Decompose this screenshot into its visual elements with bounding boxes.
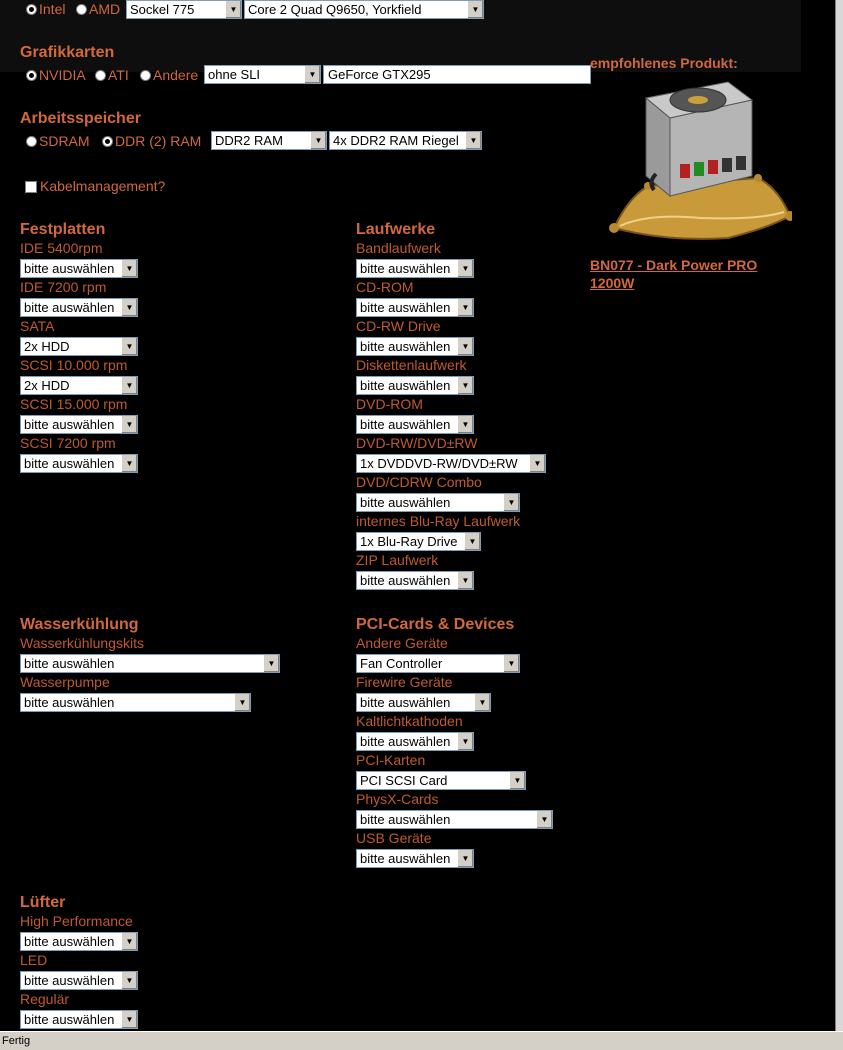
cpu-model-select-value: Core 2 Quad Q9650, Yorkfield bbox=[248, 2, 422, 17]
radio-ati-label: ATI bbox=[108, 67, 129, 83]
chevron-down-icon: ▼ bbox=[536, 811, 552, 828]
pci-select[interactable] bbox=[356, 732, 474, 751]
festplatten-select-value: bitte auswählen bbox=[24, 300, 115, 315]
laufwerke-select[interactable] bbox=[356, 415, 474, 434]
kabel-label: Kabelmanagement? bbox=[40, 178, 166, 194]
chevron-down-icon: ▼ bbox=[457, 377, 473, 394]
radio-andere[interactable] bbox=[140, 70, 151, 81]
laufwerke-label: Diskettenlaufwerk bbox=[356, 357, 467, 373]
luefter-select[interactable] bbox=[20, 1010, 138, 1029]
radio-nvidia[interactable] bbox=[26, 70, 37, 81]
scrollbar[interactable] bbox=[835, 0, 843, 1031]
pci-label: Firewire Geräte bbox=[356, 674, 453, 690]
kabel-checkbox[interactable] bbox=[25, 181, 37, 193]
pci-select-value: PCI SCSI Card bbox=[360, 773, 448, 788]
laufwerke-label: DVD-RW/DVD±RW bbox=[356, 435, 478, 451]
chevron-down-icon: ▼ bbox=[121, 972, 137, 989]
socket-select-value: Sockel 775 bbox=[130, 2, 195, 17]
laufwerke-label: ZIP Laufwerk bbox=[356, 552, 439, 568]
ram-count-select[interactable] bbox=[329, 131, 482, 150]
chevron-down-icon: ▼ bbox=[121, 260, 137, 277]
chevron-down-icon: ▼ bbox=[263, 655, 279, 672]
laufwerke-select-value: 1x Blu-Ray Drive bbox=[360, 534, 458, 549]
radio-andere-label: Andere bbox=[153, 67, 199, 83]
radio-amd-label: AMD bbox=[89, 1, 121, 17]
festplatten-label: SATA bbox=[20, 318, 55, 334]
sli-select-value: ohne SLI bbox=[208, 67, 261, 82]
chevron-down-icon: ▼ bbox=[121, 299, 137, 316]
chevron-down-icon: ▼ bbox=[457, 572, 473, 589]
pci-select[interactable] bbox=[356, 849, 474, 868]
pci-select-value: bitte auswählen bbox=[360, 695, 451, 710]
festplatten-select[interactable] bbox=[20, 415, 138, 434]
wasser-label: Wasserpumpe bbox=[20, 674, 110, 690]
festplatten-select[interactable] bbox=[20, 337, 138, 356]
luefter-select[interactable] bbox=[20, 971, 138, 990]
pci-label: Andere Geräte bbox=[356, 635, 448, 651]
chevron-down-icon: ▼ bbox=[509, 772, 525, 789]
luefter-select-value: bitte auswählen bbox=[24, 1012, 115, 1027]
festplatten-select[interactable] bbox=[20, 259, 138, 278]
festplatten-select-value: 2x HDD bbox=[24, 339, 70, 354]
pci-select[interactable] bbox=[356, 771, 526, 790]
laufwerke-select-value: 1x DVDDVD-RW/DVD±RW bbox=[360, 456, 518, 471]
pci-label: PhysX-Cards bbox=[356, 791, 439, 807]
pci-heading: PCI-Cards & Devices bbox=[356, 616, 515, 633]
cpu-model-select[interactable] bbox=[244, 0, 484, 19]
chevron-down-icon: ▼ bbox=[464, 533, 480, 550]
chevron-down-icon: ▼ bbox=[121, 338, 137, 355]
ram-count-select-value: 4x DDR2 RAM Riegel bbox=[333, 133, 459, 148]
laufwerke-label: DVD/CDRW Combo bbox=[356, 474, 482, 490]
pci-select[interactable] bbox=[356, 654, 520, 673]
festplatten-select-value: bitte auswählen bbox=[24, 261, 115, 276]
chevron-down-icon: ▼ bbox=[310, 132, 326, 149]
laufwerke-select[interactable] bbox=[356, 454, 546, 473]
chevron-down-icon: ▼ bbox=[503, 655, 519, 672]
luefter-label: LED bbox=[20, 952, 48, 968]
luefter-select-value: bitte auswählen bbox=[24, 934, 115, 949]
laufwerke-label: CD-ROM bbox=[356, 279, 414, 295]
chevron-down-icon: ▼ bbox=[457, 260, 473, 277]
wasser-select[interactable] bbox=[20, 654, 280, 673]
festplatten-select[interactable] bbox=[20, 298, 138, 317]
chevron-down-icon: ▼ bbox=[121, 416, 137, 433]
radio-ati[interactable] bbox=[95, 70, 106, 81]
laufwerke-label: CD-RW Drive bbox=[356, 318, 441, 334]
laufwerke-select[interactable] bbox=[356, 493, 520, 512]
festplatten-select-value: bitte auswählen bbox=[24, 456, 115, 471]
chevron-down-icon: ▼ bbox=[304, 66, 320, 83]
chevron-down-icon: ▼ bbox=[121, 455, 137, 472]
laufwerke-select[interactable] bbox=[356, 298, 474, 317]
pci-label: PCI-Karten bbox=[356, 752, 426, 768]
radio-amd[interactable] bbox=[76, 4, 87, 15]
laufwerke-label: DVD-ROM bbox=[356, 396, 423, 412]
chevron-down-icon: ▼ bbox=[234, 694, 250, 711]
laufwerke-select-value: bitte auswählen bbox=[360, 495, 451, 510]
laufwerke-heading: Laufwerke bbox=[356, 221, 436, 238]
gpu-input[interactable]: GeForce GTX295 bbox=[323, 65, 591, 84]
pci-label: Kaltlichtkathoden bbox=[356, 713, 463, 729]
chevron-down-icon: ▼ bbox=[225, 1, 241, 18]
grafik-heading: Grafikkarten bbox=[20, 44, 115, 61]
status-bar bbox=[0, 1031, 843, 1050]
chevron-down-icon: ▼ bbox=[457, 733, 473, 750]
wasser-select-value: bitte auswählen bbox=[24, 656, 115, 671]
festplatten-select-value: 2x HDD bbox=[24, 378, 70, 393]
festplatten-label: IDE 5400rpm bbox=[20, 240, 103, 256]
festplatten-select-value: bitte auswählen bbox=[24, 417, 115, 432]
luefter-label: Regulär bbox=[20, 991, 70, 1007]
pci-select[interactable] bbox=[356, 693, 491, 712]
pci-label: USB Geräte bbox=[356, 830, 432, 846]
festplatten-label: SCSI 7200 rpm bbox=[20, 435, 116, 451]
laufwerke-select-value: bitte auswählen bbox=[360, 573, 451, 588]
laufwerke-select[interactable] bbox=[356, 571, 474, 590]
chevron-down-icon: ▼ bbox=[457, 850, 473, 867]
luefter-heading: Lüfter bbox=[20, 894, 66, 911]
festplatten-select[interactable] bbox=[20, 376, 138, 395]
laufwerke-select-value: bitte auswählen bbox=[360, 300, 451, 315]
pci-select-value: bitte auswählen bbox=[360, 812, 451, 827]
luefter-label: High Performance bbox=[20, 913, 133, 929]
radio-intel[interactable] bbox=[26, 4, 37, 15]
wasser-select[interactable] bbox=[20, 693, 251, 712]
festplatten-select[interactable] bbox=[20, 454, 138, 473]
chevron-down-icon: ▼ bbox=[503, 494, 519, 511]
laufwerke-select[interactable] bbox=[356, 337, 474, 356]
chevron-down-icon: ▼ bbox=[457, 338, 473, 355]
chevron-down-icon: ▼ bbox=[121, 377, 137, 394]
luefter-select-value: bitte auswählen bbox=[24, 973, 115, 988]
laufwerke-select[interactable] bbox=[356, 376, 474, 395]
laufwerke-label: Bandlaufwerk bbox=[356, 240, 441, 256]
pci-select-value: Fan Controller bbox=[360, 656, 443, 671]
product-link[interactable]: BN077 - Dark Power PRO 1200W bbox=[590, 257, 758, 291]
chevron-down-icon: ▼ bbox=[474, 694, 490, 711]
chevron-down-icon: ▼ bbox=[457, 416, 473, 433]
status-text: Fertig bbox=[2, 1035, 31, 1047]
chevron-down-icon: ▼ bbox=[529, 455, 545, 472]
laufwerke-label: internes Blu-Ray Laufwerk bbox=[356, 513, 521, 529]
radio-sdram-label: SDRAM bbox=[39, 133, 90, 149]
pci-select[interactable] bbox=[356, 810, 553, 829]
ram-heading: Arbeitsspeicher bbox=[20, 110, 141, 127]
wasser-select-value: bitte auswählen bbox=[24, 695, 115, 710]
radio-ddr-label: DDR (2) RAM bbox=[115, 133, 202, 149]
socket-select[interactable] bbox=[126, 0, 242, 19]
festplatten-heading: Festplatten bbox=[20, 221, 106, 238]
chevron-down-icon: ▼ bbox=[465, 132, 481, 149]
chevron-down-icon: ▼ bbox=[457, 299, 473, 316]
luefter-select[interactable] bbox=[20, 932, 138, 951]
laufwerke-select[interactable] bbox=[356, 532, 481, 551]
festplatten-label: IDE 7200 rpm bbox=[20, 279, 107, 295]
radio-nvidia-label: NVIDIA bbox=[39, 67, 86, 83]
product-heading: empfohlenes Produkt: bbox=[590, 55, 738, 71]
radio-sdram[interactable] bbox=[26, 136, 37, 147]
chevron-down-icon: ▼ bbox=[121, 1011, 137, 1028]
ram-type-select-value: DDR2 RAM bbox=[215, 133, 283, 148]
sli-select[interactable] bbox=[204, 65, 321, 84]
laufwerke-select-value: bitte auswählen bbox=[360, 339, 451, 354]
festplatten-label: SCSI 10.000 rpm bbox=[20, 357, 128, 373]
radio-ddr[interactable] bbox=[102, 136, 113, 147]
wasser-heading: Wasserkühlung bbox=[20, 616, 139, 633]
radio-intel-label: Intel bbox=[39, 1, 66, 17]
laufwerke-select-value: bitte auswählen bbox=[360, 378, 451, 393]
wasser-label: Wasserkühlungskits bbox=[20, 635, 144, 651]
laufwerke-select-value: bitte auswählen bbox=[360, 261, 451, 276]
pci-select-value: bitte auswählen bbox=[360, 734, 451, 749]
laufwerke-select[interactable] bbox=[356, 259, 474, 278]
laufwerke-select-value: bitte auswählen bbox=[360, 417, 451, 432]
power-supply-image[interactable] bbox=[608, 78, 792, 242]
pci-select-value: bitte auswählen bbox=[360, 851, 451, 866]
chevron-down-icon: ▼ bbox=[467, 1, 483, 18]
chevron-down-icon: ▼ bbox=[121, 933, 137, 950]
festplatten-label: SCSI 15.000 rpm bbox=[20, 396, 128, 412]
ram-type-select[interactable] bbox=[211, 131, 327, 150]
